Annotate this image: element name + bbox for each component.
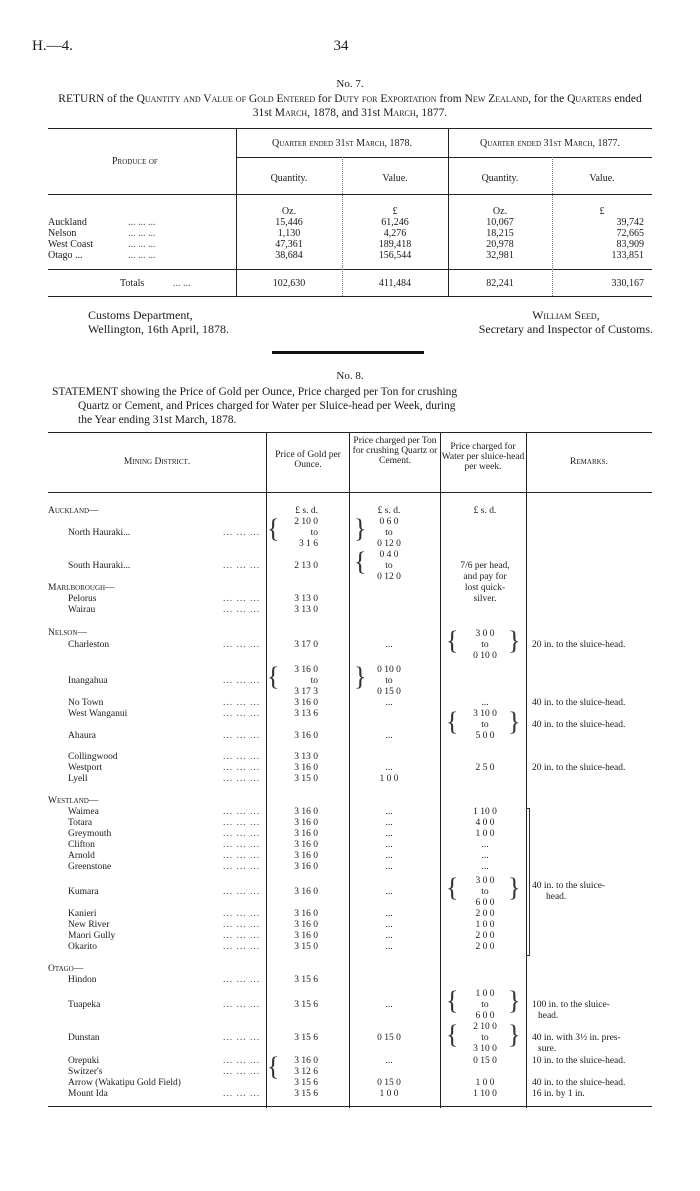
brace: } — [508, 1020, 521, 1049]
table-row: 3 0 0 — [475, 876, 495, 886]
col-price-gold: Price of Gold per Ounce. — [275, 450, 341, 470]
table-row: 3 17 3 0 15 0 — [294, 687, 401, 697]
table-row: Dunstan ... ... ... 3 15 6 0 15 0 to 40 in. with 3½ in. pres- — [68, 1033, 621, 1043]
table-row: 6 0 0 head. — [475, 1011, 559, 1021]
signature-name: William Seed, — [532, 308, 600, 322]
brace: } — [508, 873, 521, 902]
table-row: Mount Ida ... ... ... 3 15 6 1 0 0 1 10 0 16 in. by 1 in. — [68, 1089, 585, 1099]
table-row: Okarito ... ... ... 3 15 0 ... 2 0 0 — [68, 942, 495, 952]
col-price-water: Price charged for Water per sluice-head per week. — [441, 442, 525, 472]
unit-pound: £ — [392, 206, 398, 217]
table-row: Ahaura ... ... ... 3 16 0 ... 5 0 0 — [68, 731, 495, 741]
table-row: No Town ... ... ... 3 16 0 ... ... 40 in. to the sluice-head. — [68, 698, 626, 708]
gold-export-table: Produce of Quarter ended 31st March, 1878. Quarter ended 31st March, 1877. Quantity. Value. Quantity. Value. Oz. £ Oz. £ Auckland ... ... ... 15,446 61,246 10,067 39,742 Nelson ... ... ... 1,130 4,276 18,215 72,665 West Coast ... ... ... 47,361 189,418 20,978 83,909 Otago ... ... ... ... 38,684 156,544 32,981 133,851 Totals ... ... 102,630 411,484 82,241 330,167 — [48, 128, 652, 298]
brace: { — [446, 707, 459, 736]
section-divider — [272, 351, 424, 354]
table-row: 2 10 0 0 6 0 — [294, 517, 399, 527]
table-row: 3 0 0 — [475, 629, 495, 639]
brace: } — [354, 662, 367, 691]
signature-block — [88, 308, 653, 336]
table-row: 0 10 0 — [473, 651, 497, 661]
table-row: West Wanganui ... ... ... 3 13 6 3 10 0 — [68, 709, 497, 719]
table-8-title: STATEMENT showing the Price of Gold per Ounce, Price charged per Ton for crushing Quartz or Cement, and Prices charged for Water per Sluice-head per Week, during the Year ending 31st March, 1878. — [52, 386, 458, 426]
table-row: Switzer's ... ... ... 3 12 6 — [68, 1067, 318, 1077]
table-row: 1 0 0 — [475, 989, 495, 999]
table-row: Lyell ... ... ... 3 15 0 1 0 0 — [68, 774, 399, 784]
table-8-number: No. 8. — [336, 370, 364, 382]
table-row: North Hauraki... ... ... ... to to — [68, 528, 393, 538]
signature-department: Customs Department, — [88, 308, 193, 322]
table-row: Hindon ... ... ... 3 15 6 — [68, 975, 318, 985]
col-remarks: Remarks. — [570, 457, 608, 467]
table-row: Kumara ... ... ... 3 16 0 ... to — [68, 887, 489, 897]
produce-header: Produce of — [112, 156, 158, 167]
mining-prices-table — [48, 432, 652, 1108]
col-mining-district: Mining District. — [123, 457, 191, 467]
table-row: 3 10 0 sure. — [473, 1044, 557, 1054]
westland-remarks: 40 in. to the sluice- head. — [532, 881, 606, 902]
table-row: to 40 in. to the sluice-head. — [481, 720, 626, 730]
table-row: Wairau ... ... ... 3 13 0 — [68, 605, 318, 615]
brace: { — [267, 514, 280, 543]
quantity-1878-header: Quantity. — [270, 173, 308, 184]
table-row: Arrow (Wakatipu Gold Field) 3 15 6 0 15 0 1 0 0 40 in. to the sluice-head. — [68, 1078, 626, 1088]
brace: { — [267, 662, 280, 691]
quarter-1878-header: Quarter ended 31st March, 1878. — [271, 138, 413, 149]
district-westland: Westland— — [48, 796, 99, 806]
brace: } — [508, 707, 521, 736]
table-row: Tuapeka ... ... ... 3 15 6 ... to 100 in. to the sluice- — [68, 1000, 610, 1010]
table-row: Orepuki ... ... ... 3 16 0 ... 0 15 0 10 in. to the sluice-head. — [68, 1056, 626, 1066]
brace: { — [446, 1020, 459, 1049]
table-row: New River ... ... ... 3 16 0 ... 1 0 0 — [68, 920, 495, 930]
brace: } — [508, 626, 521, 655]
table-row: Maori Gully ... ... ... 3 16 0 ... 2 0 0 — [68, 931, 495, 941]
table-row: Marlborough— lost quick- — [48, 583, 506, 593]
table-row: Greenstone ... ... ... 3 16 0 ... ... — [68, 862, 489, 872]
table-row: Waimea ... ... ... 3 16 0 ... 1 10 0 — [68, 807, 497, 817]
district-otago: Otago— — [48, 964, 84, 974]
district-auckland: Auckland— £ s. d. £ s. d. £ s. d. — [48, 506, 497, 516]
value-1877-header: Value. — [589, 173, 615, 184]
brace: { — [446, 873, 459, 902]
document-reference: H.—4. — [32, 38, 73, 54]
table-row: Clifton ... ... ... 3 16 0 ... ... — [68, 840, 489, 850]
table-7-number: No. 7. — [336, 78, 364, 90]
unit-oz: Oz. — [281, 206, 297, 217]
brace: { — [267, 1052, 280, 1081]
quantity-1877-header: Quantity. — [481, 173, 519, 184]
page-number: 34 — [333, 38, 349, 54]
brace: { — [354, 547, 367, 576]
page-header — [32, 38, 650, 58]
table-row: Charleston ... ... ... 3 17 0 ... to 20 in. to the sluice-head. — [68, 640, 626, 650]
table-row: Pelorus ... ... ... 3 13 0 silver. — [68, 594, 497, 604]
table-row: 0 4 0 — [379, 550, 399, 560]
table-row: Totara ... ... ... 3 16 0 ... 4 0 0 — [68, 818, 495, 828]
table-row: Greymouth ... ... ... 3 16 0 ... 1 0 0 — [68, 829, 495, 839]
unit-pound: £ — [599, 206, 605, 217]
table-row: 6 0 0 — [475, 898, 495, 908]
brace: } — [508, 986, 521, 1015]
brace: } — [354, 514, 367, 543]
col-price-ton: Price charged per Ton for crushing Quartz or Cement. — [352, 436, 438, 466]
brace: { — [446, 626, 459, 655]
table-row: South Hauraki... ... ... ... 2 13 0 to 7/6 per head, — [68, 561, 510, 571]
table-row: Kanieri ... ... ... 3 16 0 ... 2 0 0 — [68, 909, 495, 919]
signature-title: Secretary and Inspector of Customs. — [478, 322, 653, 336]
table-7-title: RETURN of the Quantity and Value of Gold Entered for Duty for Exportation from New Zealand, for the Quarters ended 31st March, 1878, and 31st March, 1877. — [58, 93, 642, 119]
table-row: Westport ... ... ... 3 16 0 ... 2 5 0 20 in. to the sluice-head. — [68, 763, 626, 773]
table-row: Inangahua ... ... ... to to — [68, 676, 393, 686]
table-row: 3 1 6 0 12 0 — [299, 539, 401, 549]
table-row: 2 10 0 — [473, 1022, 497, 1032]
district-nelson: Nelson— — [48, 628, 87, 638]
quarter-1877-header: Quarter ended 31st March, 1877. — [479, 138, 621, 149]
brace: { — [446, 986, 459, 1015]
value-1878-header: Value. — [382, 173, 408, 184]
unit-oz: Oz. — [492, 206, 508, 217]
table-row: 3 16 0 0 10 0 — [294, 665, 401, 675]
table-row: Arnold ... ... ... 3 16 0 ... ... — [68, 851, 489, 861]
table-row: 0 12 0 and pay for — [377, 572, 507, 582]
table-row: Collingwood ... ... ... 3 13 0 — [68, 752, 318, 762]
signature-date: Wellington, 16th April, 1878. — [88, 322, 230, 336]
